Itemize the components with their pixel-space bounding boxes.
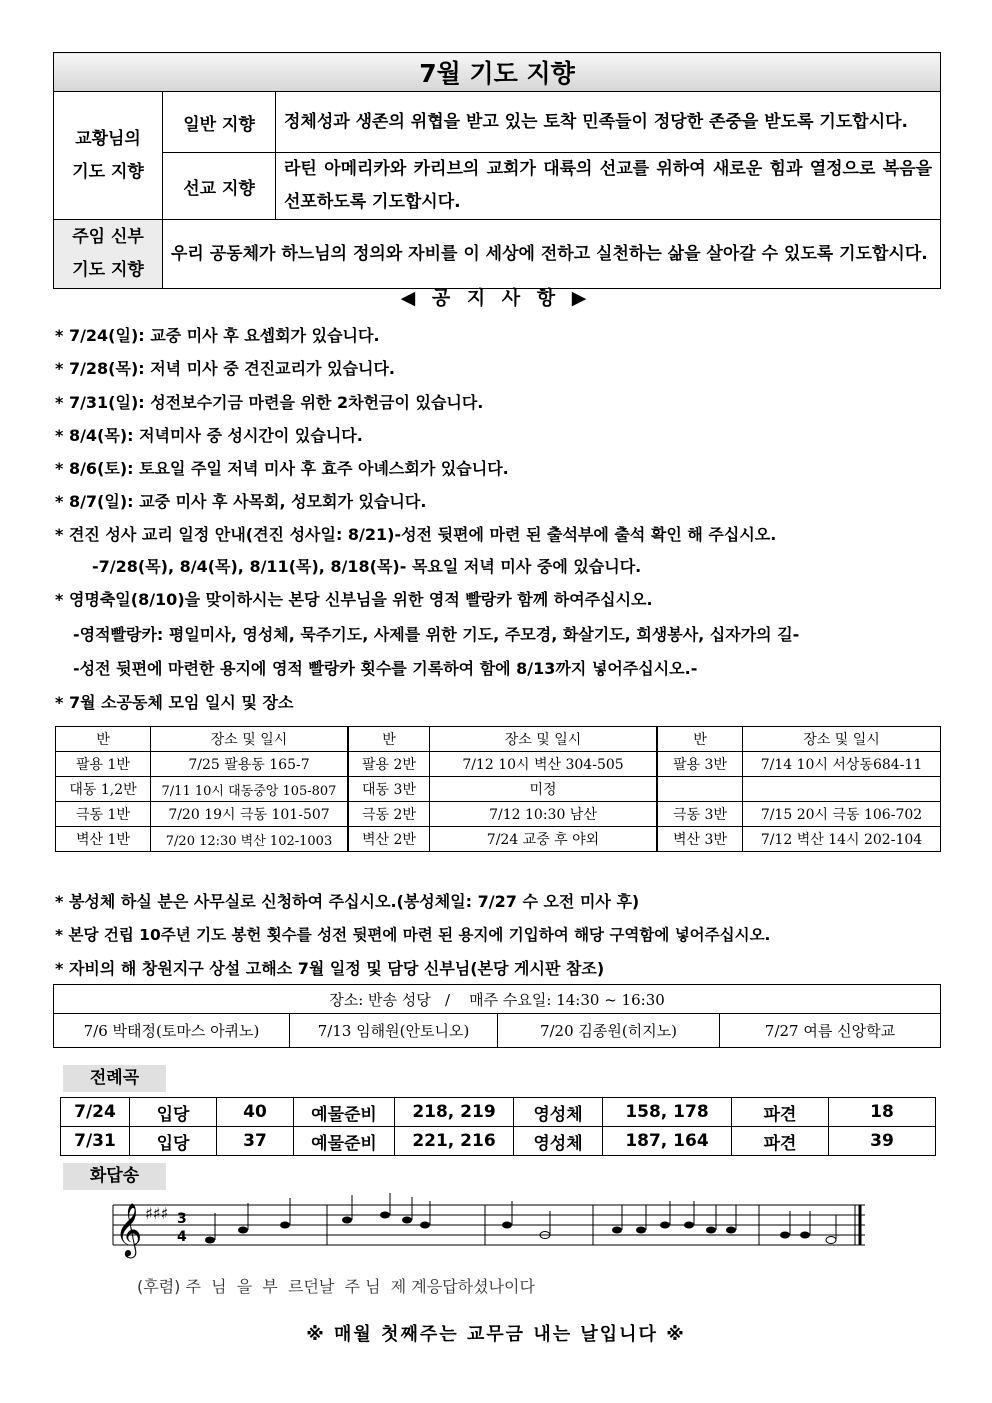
table-cell: 대동 1,2반 — [56, 777, 151, 802]
table-cell: 파견 — [732, 1127, 829, 1156]
confession-item: 7/6 박태정(토마스 아퀴노) — [54, 1014, 290, 1048]
general-intention-label: 일반 지향 — [163, 92, 276, 153]
confession-item: 7/13 임해원(안토니오) — [290, 1014, 498, 1048]
notice-item: * 8/7(일): 교중 미사 후 사목회, 성모회가 있습니다. — [55, 492, 427, 511]
notice-item: * 영명축일(8/10)을 맞이하시는 본당 신부님을 위한 영적 빨랑카 함께 하여주십시오. — [55, 590, 653, 609]
table-cell: 영성체 — [514, 1098, 603, 1127]
table-cell: 영성체 — [514, 1127, 603, 1156]
notice-subitem: -성전 뒷편에 마련한 용지에 영적 빨랑카 횟수를 기록하여 함에 8/13까지 넣어주십시오.- — [73, 659, 698, 678]
table-cell: 7/31 — [61, 1127, 130, 1156]
table-cell: 대동 3반 — [348, 777, 430, 802]
table-cell: 7/15 20시 극동 106-702 — [743, 802, 941, 827]
table-cell: 37 — [217, 1127, 294, 1156]
table-cell: 극동 1반 — [56, 802, 151, 827]
notice-item: * 7/31(일): 성전보수기금 마련을 위한 2차헌금이 있습니다. — [55, 393, 484, 412]
sharp-icon: ♯♯♯ — [145, 1204, 169, 1223]
confession-item: 7/27 여름 신앙학교 — [720, 1014, 941, 1048]
table-cell: 팔용 2반 — [348, 752, 430, 777]
table-cell — [743, 777, 941, 802]
table-row — [56, 752, 941, 777]
table-row — [61, 1127, 936, 1156]
sheet-music — [105, 1193, 875, 1303]
notes — [205, 1193, 836, 1244]
table-row — [61, 1098, 936, 1127]
table-cell: 7/11 10시 대동중앙 105-807 — [151, 777, 349, 802]
notice-item: * 자비의 해 창원지구 상설 고해소 7월 일정 및 담당 신부님(본당 게시판 참조) — [55, 959, 605, 978]
prayer-intentions-table — [53, 52, 941, 289]
staff-lines — [113, 1205, 865, 1245]
confession-schedule-table — [53, 984, 941, 1048]
table-cell: 파견 — [732, 1098, 829, 1127]
table-cell: 7/25 팔용동 165-7 — [151, 752, 349, 777]
time-signature: 3 — [177, 1211, 187, 1227]
confession-item: 7/20 김종원(히지노) — [498, 1014, 720, 1048]
col-header: 장소 및 일시 — [743, 727, 941, 752]
table-cell: 팔용 1반 — [56, 752, 151, 777]
notice-heading: ◀ 공 지 사 항 ▶ — [400, 287, 592, 309]
table-cell: 벽산 1반 — [56, 827, 151, 852]
table-row — [56, 827, 941, 852]
notice-subitem: -영적빨랑카: 평일미사, 영성체, 묵주기도, 사제를 위한 기도, 주모경, 화살기도, 희생봉사, 십자가의 길- — [73, 625, 800, 644]
table-cell: 팔용 3반 — [657, 752, 743, 777]
col-header: 반 — [56, 727, 151, 752]
general-intention-text: 정체성과 생존의 위협을 받고 있는 토착 민족들이 정당한 존중을 받도록 기도합시다. — [276, 92, 941, 153]
hymn-table — [60, 1097, 936, 1156]
table-cell: 18 — [829, 1098, 936, 1127]
table-cell: 158, 178 — [603, 1098, 732, 1127]
table-cell: 극동 3반 — [657, 802, 743, 827]
notice-item: * 7월 소공동체 모임 일시 및 장소 — [55, 693, 294, 712]
table-cell: 187, 164 — [603, 1127, 732, 1156]
col-header: 반 — [657, 727, 743, 752]
pastor-intention-text: 우리 공동체가 하느님의 정의와 자비를 이 세상에 전하고 실천하는 삶을 살아갈 수 있도록 기도합시다. — [163, 220, 941, 289]
notice-subitem: -7/28(목), 8/4(목), 8/11(목), 8/18(목)- 목요일 저녁 미사 중에 있습니다. — [92, 557, 642, 576]
notice-item: * 7/24(일): 교중 미사 후 요셉회가 있습니다. — [55, 326, 380, 345]
table-cell: 입당 — [130, 1127, 217, 1156]
table-row — [56, 777, 941, 802]
table-cell: 극동 2반 — [348, 802, 430, 827]
notice-item: * 8/4(목): 저녁미사 중 성시간이 있습니다. — [55, 426, 363, 445]
psalm-lyrics: (후렴) 주 님 을 부 르던날 주 님 제 계응답하셨나이다 — [137, 1277, 535, 1296]
table-cell — [657, 777, 743, 802]
pope-intention-label: 교황님의 기도 지향 — [54, 92, 163, 220]
table-cell: 미정 — [430, 777, 658, 802]
table-cell: 7/24 — [61, 1098, 130, 1127]
hymn-section-label: 전례곡 — [63, 1065, 166, 1092]
table-cell: 7/24 교중 후 야외 — [430, 827, 658, 852]
svg-text:4: 4 — [177, 1229, 187, 1245]
table-cell: 7/12 10시 벽산 304-505 — [430, 752, 658, 777]
col-header: 장소 및 일시 — [430, 727, 658, 752]
treble-clef-icon: 𝄞 — [115, 1202, 143, 1256]
psalm-section-label: 화답송 — [63, 1163, 166, 1190]
mission-intention-label: 선교 지향 — [163, 153, 276, 220]
col-header: 장소 및 일시 — [151, 727, 349, 752]
table-cell: 벽산 2반 — [348, 827, 430, 852]
table-cell: 입당 — [130, 1098, 217, 1127]
table-cell: 7/14 10시 서상동684-11 — [743, 752, 941, 777]
col-header: 반 — [348, 727, 430, 752]
table-cell: 7/20 12:30 벽산 102-1003 — [151, 827, 349, 852]
mission-intention-text: 라틴 아메리카와 카리브의 교회가 대륙의 선교를 위하여 새로운 힘과 열정으로 복음을 선포하도록 기도합시다. — [276, 153, 941, 220]
table-cell: 7/12 벽산 14시 202-104 — [743, 827, 941, 852]
community-meeting-table — [55, 726, 941, 852]
table-cell: 221, 216 — [395, 1127, 514, 1156]
notice-item: * 견진 성사 교리 일정 안내(견진 성사일: 8/21)-성전 뒷편에 마련 된 출석부에 출석 확인 해 주십시오. — [55, 525, 777, 544]
footer-notice: ※ 매월 첫째주는 교무금 내는 날입니다 ※ — [306, 1324, 686, 1345]
table-row — [56, 802, 941, 827]
confession-header: 장소: 반송 성당 / 매주 수요일: 14:30 ~ 16:30 — [54, 985, 941, 1014]
notice-item: * 봉성체 하실 분은 사무실로 신청하여 주십시오.(봉성체일: 7/27 수 오전 미사 후) — [55, 892, 640, 911]
pastor-intention-label: 주임 신부 기도 지향 — [54, 220, 163, 289]
notice-item: * 본당 건립 10주년 기도 봉헌 횟수를 성전 뒷편에 마련 된 용지에 기입하여 해당 구역함에 넣어주십시오. — [55, 926, 771, 944]
notice-item: * 7/28(목): 저녁 미사 중 견진교리가 있습니다. — [55, 359, 395, 378]
table-cell: 39 — [829, 1127, 936, 1156]
table-cell: 7/12 10:30 남산 — [430, 802, 658, 827]
table-cell: 예물준비 — [294, 1127, 395, 1156]
prayer-title: 7월 기도 지향 — [54, 53, 941, 92]
table-cell: 40 — [217, 1098, 294, 1127]
table-cell: 218, 219 — [395, 1098, 514, 1127]
table-header-row — [56, 727, 941, 752]
table-cell: 예물준비 — [294, 1098, 395, 1127]
notice-item: * 8/6(토): 토요일 주일 저녁 미사 후 효주 아녜스회가 있습니다. — [55, 459, 509, 478]
table-cell: 7/20 19시 극동 101-507 — [151, 802, 349, 827]
table-cell: 벽산 3반 — [657, 827, 743, 852]
